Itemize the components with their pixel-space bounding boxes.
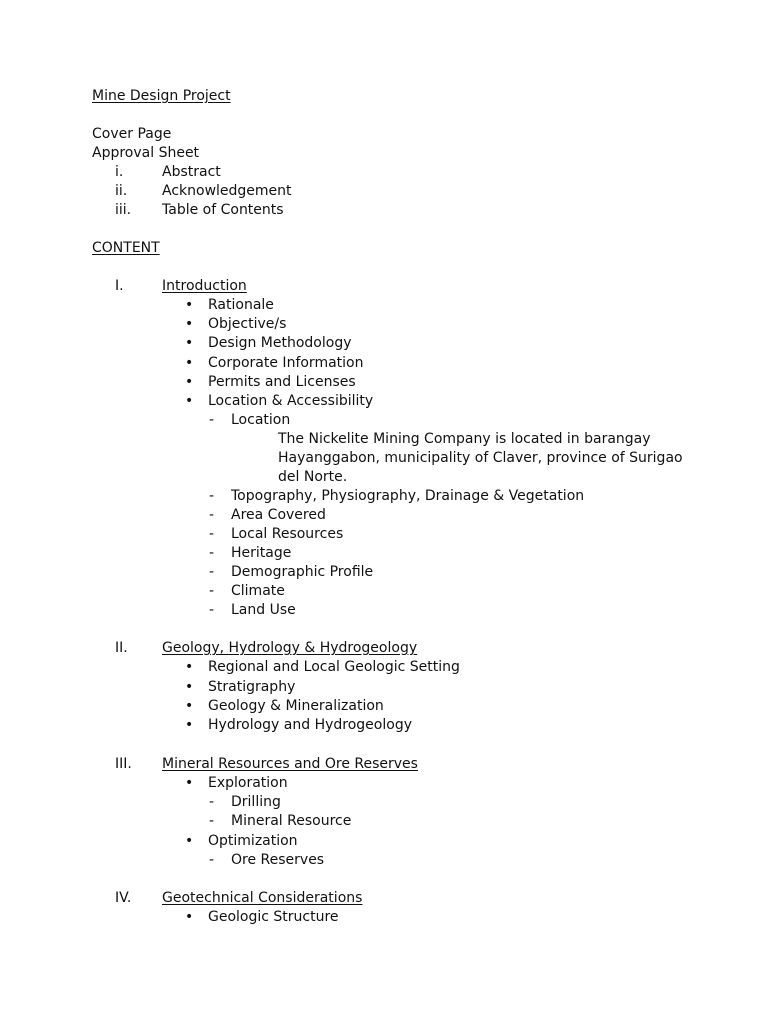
paragraph-line: del Norte. [278, 469, 348, 485]
dash-marker: - [209, 564, 215, 580]
bullet-item: Rationale [208, 297, 274, 313]
bullet-item: Stratigraphy [208, 679, 296, 695]
cover-page-label: Cover Page [92, 126, 172, 142]
dash-marker: - [209, 852, 215, 868]
bullet-marker: • [185, 833, 194, 849]
dash-marker: - [209, 583, 215, 599]
section-number: I. [115, 278, 124, 294]
bullet-marker: • [185, 775, 194, 791]
content-heading: CONTENT [92, 240, 160, 256]
bullet-marker: • [185, 316, 194, 332]
dash-marker: - [209, 507, 215, 523]
bullet-item: Exploration [208, 775, 288, 791]
sub-item: Local Resources [231, 526, 344, 542]
bullet-marker: • [185, 355, 194, 371]
bullet-marker: • [185, 297, 194, 313]
section-title: Geology, Hydrology & Hydrogeology [162, 640, 418, 656]
section-title: Mineral Resources and Ore Reserves [162, 756, 418, 772]
front-item-num: i. [115, 164, 124, 180]
front-item-text: Table of Contents [162, 202, 284, 218]
section-number: IV. [115, 890, 132, 906]
dash-marker: - [209, 412, 215, 428]
approval-sheet-label: Approval Sheet [92, 145, 200, 161]
bullet-item: Optimization [208, 833, 298, 849]
sub-item: Ore Reserves [231, 852, 325, 868]
dash-marker: - [209, 545, 215, 561]
dash-marker: - [209, 526, 215, 542]
bullet-item: Design Methodology [208, 335, 352, 351]
bullet-item: Corporate Information [208, 355, 364, 371]
sub-item: Topography, Physiography, Drainage & Vegetation [231, 488, 585, 504]
bullet-marker: • [185, 374, 194, 390]
front-item-num: ii. [115, 183, 128, 199]
section-title: Geotechnical Considerations [162, 890, 363, 906]
bullet-item: Permits and Licenses [208, 374, 356, 390]
bullet-marker: • [185, 717, 194, 733]
bullet-marker: • [185, 393, 194, 409]
section-number: III. [115, 756, 132, 772]
section-number: II. [115, 640, 128, 656]
sub-item: Mineral Resource [231, 813, 352, 829]
doc-title: Mine Design Project [92, 88, 231, 104]
paragraph-line: Hayanggabon, municipality of Claver, province of Surigao [278, 450, 683, 466]
dash-marker: - [209, 488, 215, 504]
dash-marker: - [209, 602, 215, 618]
dash-marker: - [209, 813, 215, 829]
bullet-marker: • [185, 698, 194, 714]
front-item-text: Abstract [162, 164, 221, 180]
bullet-item: Hydrology and Hydrogeology [208, 717, 412, 733]
dash-marker: - [209, 794, 215, 810]
bullet-marker: • [185, 909, 194, 925]
bullet-item: Location & Accessibility [208, 393, 374, 409]
sub-item: Location [231, 412, 291, 428]
bullet-item: Objective/s [208, 316, 287, 332]
sub-item: Heritage [231, 545, 292, 561]
sub-item: Drilling [231, 794, 281, 810]
front-item-num: iii. [115, 202, 132, 218]
section-title: Introduction [162, 278, 247, 294]
bullet-item: Regional and Local Geologic Setting [208, 659, 460, 675]
sub-item: Land Use [231, 602, 296, 618]
sub-item: Demographic Profile [231, 564, 374, 580]
sub-item: Climate [231, 583, 285, 599]
paragraph-line: The Nickelite Mining Company is located in barangay [278, 431, 651, 447]
front-item-text: Acknowledgement [162, 183, 292, 199]
bullet-marker: • [185, 679, 194, 695]
bullet-marker: • [185, 659, 194, 675]
bullet-marker: • [185, 335, 194, 351]
sub-item: Area Covered [231, 507, 326, 523]
bullet-item: Geology & Mineralization [208, 698, 384, 714]
bullet-item: Geologic Structure [208, 909, 339, 925]
